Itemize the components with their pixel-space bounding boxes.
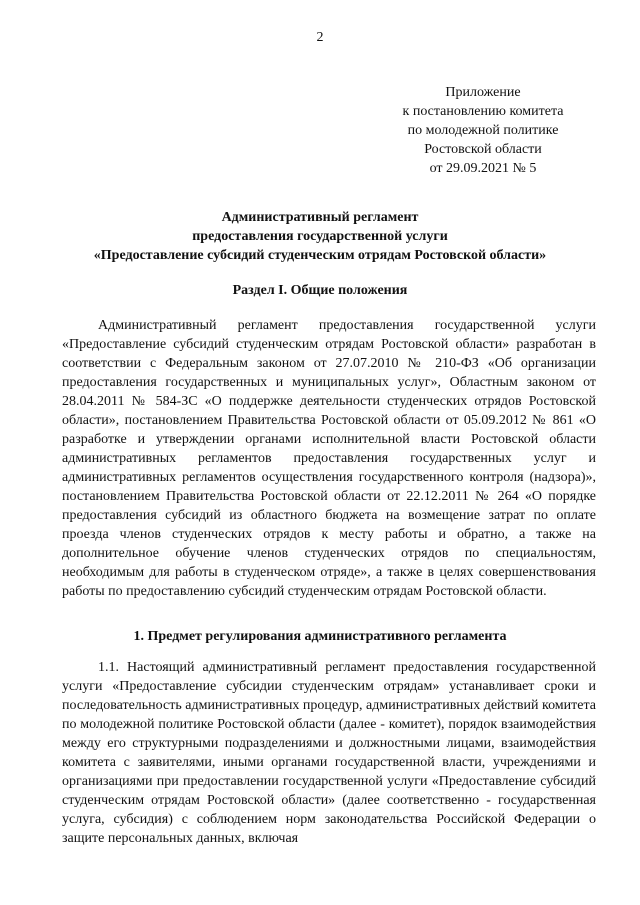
appendix-line: Ростовской области [424, 142, 542, 157]
subsection-heading: 1. Предмет регулирования административного регламента [133, 629, 507, 644]
body-paragraph: Административный регламент предоставления государственной услуги «Предоставление субсидий студенческим отрядам Ростовской области» разработан в соответствии с Федеральным законом от 27.07.2010 № 210-ФЗ «Об организации предоставления государственных и муниципальных услуг», Областным законом от 28.04.2011 № 584-ЗС «О поддержке деятельности студенческих отрядов Ростовской области», постановлением Правительства Ростовской области от 05.09.2012 № 861 «О разработке и утверждении органами исполнительной власти Ростовской области административных регламентов предоставления государственных услуг и административных регламентов осуществления государственного контроля (надзора)», постановлением Правительства Ростовской области от 22.12.2011 № 264 «О порядке предоставления субсидий из областного бюджета на возмещение затрат по оплате проезда членов студенческих отрядов к месту работы и обратно, а также на дополнительное обучение членов студенческих отрядов по специальностям, необходимым для работы в студенческом отряде», а также в целях совершенствования работы по предоставлению субсидий студенческим отрядам Ростовской области. [62, 318, 596, 599]
document-title [60, 208, 580, 265]
appendix-line: к постановлению комитета [402, 104, 564, 119]
appendix-line: от 29.09.2021 № 5 [429, 161, 537, 176]
page-number: 2 [316, 30, 324, 45]
appendix-line: по молодежной политике [407, 123, 559, 138]
title-line: Административный регламент [221, 210, 419, 225]
title-line: предоставления государственной услуги [192, 229, 448, 244]
appendix-block [388, 83, 578, 178]
section-heading: Раздел I. Общие положения [232, 283, 408, 298]
title-line: «Предоставление субсидий студенческим отрядам Ростовской области» [93, 248, 547, 263]
body-paragraph: 1.1. Настоящий административный регламент предоставления государственной услуги «Предоставление субсидии студенческим отрядам» устанавливает сроки и последовательность административных процедур, административных действий комитета по молодежной политике Ростовской области (далее - комитет), порядок взаимодействия между его структурными подразделениями и должностными лицами, взаимодействия комитета с заявителями, иными органами государственной власти, учреждениями и организациями при предоставлении государственной услуги «Предоставление субсидий студенческим отрядам Ростовской области» (далее соответственно - государственная услуга, субсидия) с соблюдением норм законодательства Российской Федерации о защите персональных данных, включая [62, 660, 596, 846]
appendix-line: Приложение [445, 85, 521, 100]
